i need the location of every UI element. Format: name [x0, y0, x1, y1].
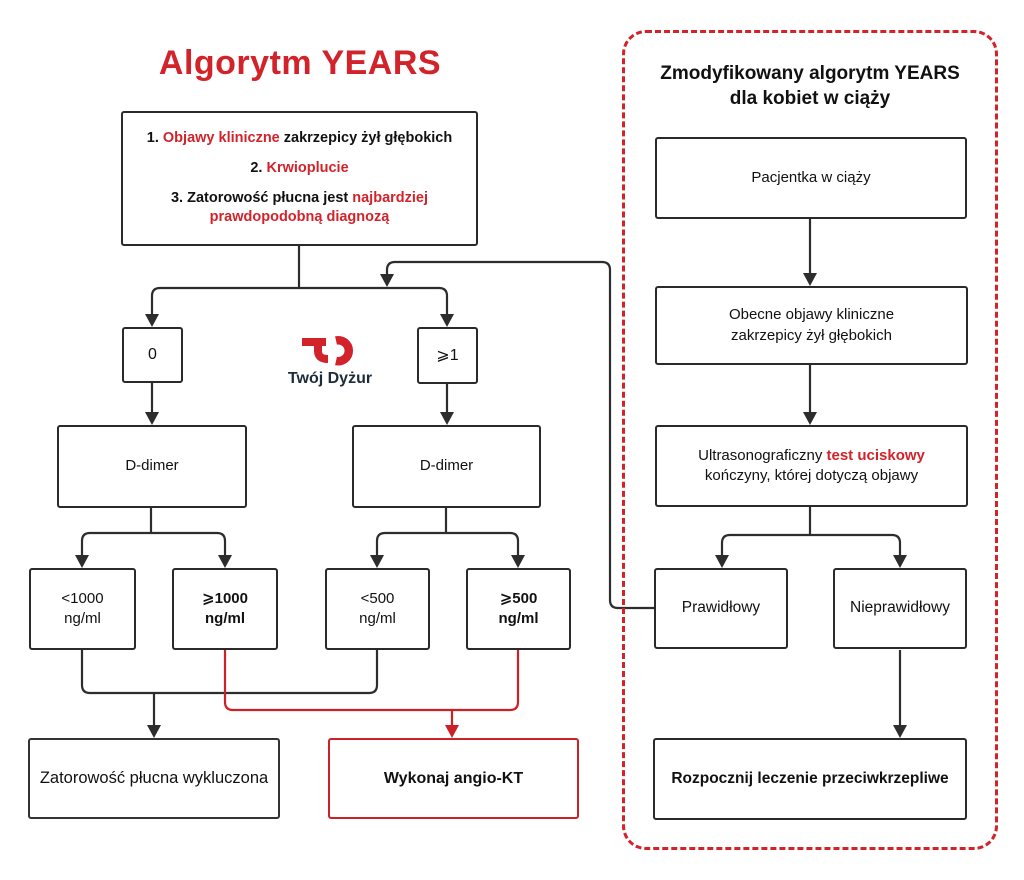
- criterion-3: 3. Zatorowość płucna jest najbardziej prawdopodobną diagnozą: [170, 189, 429, 226]
- arrowhead: [511, 555, 525, 568]
- pregnant-patient-node: Pacjentka w ciąży: [655, 137, 967, 219]
- pregnancy-panel-title: Zmodyfikowany algorytm YEARS dla kobiet w ciąży: [660, 63, 960, 109]
- arrowhead: [145, 314, 159, 327]
- score-geq1-node: ⩾1: [417, 327, 478, 384]
- main-title: Algorytm YEARS: [158, 44, 442, 82]
- threshold-ge500-node: ⩾500 ng/ml: [466, 568, 571, 650]
- arrowhead: [147, 725, 161, 738]
- ddimer-left-node: D-dimer: [57, 425, 247, 508]
- arrowhead: [440, 412, 454, 425]
- edge-ddimer-right-branch: [377, 533, 518, 556]
- usg-abnormal-node: Nieprawidłowy: [833, 568, 967, 649]
- threshold-lt1000-node: <1000 ng/ml: [29, 568, 136, 650]
- ddimer-right-node: D-dimer: [352, 425, 541, 508]
- arrowhead-red: [445, 725, 459, 738]
- edge-ddimer-left-branch: [82, 533, 225, 556]
- twoj-dyzur-wordmark: Twój Dyżur: [287, 370, 373, 387]
- threshold-lt500-node: <500 ng/ml: [325, 568, 430, 650]
- arrowhead: [75, 555, 89, 568]
- usg-line-1: Ultrasonograficzny test uciskowy: [698, 446, 925, 464]
- arrowhead: [145, 412, 159, 425]
- anticoagulation-node: Rozpocznij leczenie przeciwkrzepliwe: [653, 738, 967, 820]
- threshold-ge1000-node: ⩾1000 ng/ml: [172, 568, 278, 650]
- pe-excluded-node: Zatorowość płucna wykluczona: [28, 738, 280, 819]
- arrowhead: [380, 274, 394, 287]
- criteria-box: [121, 111, 478, 246]
- dvt-symptoms-node: Obecne objawy kliniczne zakrzepicy żył głębokich: [655, 286, 968, 365]
- twoj-dyzur-icon: [300, 334, 360, 366]
- angio-ct-node: Wykonaj angio-KT: [328, 738, 579, 819]
- arrowhead: [218, 555, 232, 568]
- compression-usg-node: [655, 425, 968, 507]
- twoj-dyzur-logo: [262, 334, 398, 388]
- criterion-2: 2. Krwioplucie: [250, 159, 349, 176]
- arrowhead: [440, 314, 454, 327]
- usg-normal-node: Prawidłowy: [654, 568, 788, 649]
- edge-angio-merge: [225, 650, 518, 710]
- edge-excluded-merge: [82, 650, 377, 693]
- edge-score-branch: [152, 288, 447, 315]
- score-zero-node: 0: [122, 327, 183, 383]
- usg-line-2: kończyny, której dotyczą objawy: [704, 467, 919, 484]
- arrowhead: [370, 555, 384, 568]
- criterion-1: 1. Objawy kliniczne zakrzepicy żył głębokich: [146, 130, 453, 147]
